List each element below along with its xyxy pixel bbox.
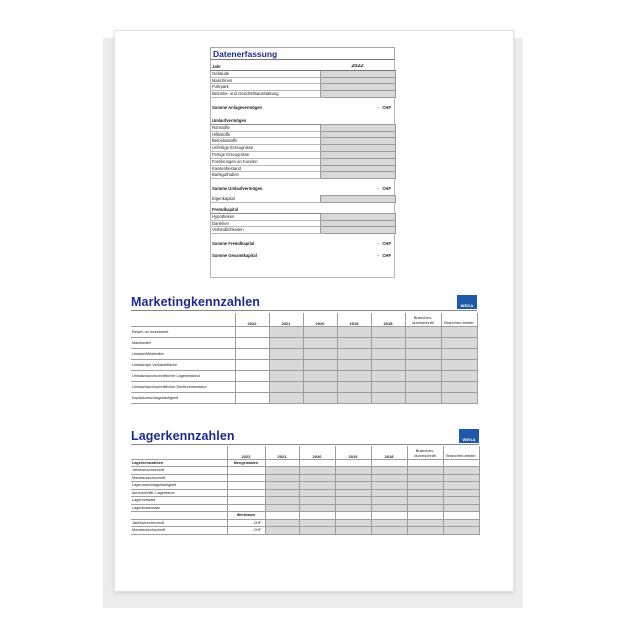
- col-header: 2019: [335, 446, 371, 459]
- field-label: Gebäude: [210, 70, 320, 77]
- col-header: Branchen-durchschnitt: [405, 313, 441, 326]
- field-label: Bankguthaben: [210, 172, 320, 179]
- input-cell[interactable]: [320, 220, 395, 227]
- year-value: 2022: [320, 64, 395, 70]
- field-label: Rohstoffe: [210, 124, 320, 131]
- input-cell[interactable]: [320, 70, 395, 77]
- fremd-title: Fremdkapital: [210, 207, 320, 213]
- summe-fremd-value: - CHF: [377, 241, 391, 247]
- wertdaten-label: Wertdaten: [227, 512, 265, 520]
- section-label: Lagerkennzahlen: [131, 459, 227, 467]
- marketing-title: Marketingkennzahlen: [131, 295, 261, 309]
- input-cell[interactable]: [320, 145, 395, 152]
- row-label: Return on Investment: [131, 326, 235, 337]
- col-header: 2021: [265, 446, 299, 459]
- summe-umlauf-value: - CHF: [377, 186, 391, 192]
- col-header: 2021: [269, 313, 303, 326]
- field-label: Fuhrpark: [210, 84, 320, 91]
- col-header: 2020: [299, 446, 335, 459]
- col-header: Branchen-bester: [441, 313, 477, 326]
- col-header: 2018: [371, 446, 407, 459]
- summe-fremd-label: Summe Fremdkapital: [212, 241, 255, 247]
- lager-table: [131, 446, 480, 535]
- datenerfassung-title: Datenerfassung: [210, 47, 395, 60]
- row-label: Jahresdurchschnitt: [131, 467, 227, 475]
- summe-anlage-label: Summe Anlagevermögen: [212, 104, 263, 110]
- input-cell[interactable]: [320, 138, 395, 145]
- col-header: 2019: [337, 313, 371, 326]
- mengendaten-label: Mengendaten: [227, 459, 265, 467]
- col-header: Branchen-durchschnitt: [407, 446, 443, 459]
- row-label: durchschnittl. Lagerdauer: [131, 489, 227, 497]
- eigenkapital-label: Eigenkapital: [210, 196, 320, 203]
- document-page: [114, 30, 514, 592]
- field-label: Darlehen: [210, 220, 320, 227]
- row-label: Umsatz/Mitarbeiter: [131, 348, 235, 359]
- input-cell[interactable]: [320, 227, 395, 234]
- input-cell[interactable]: [320, 158, 395, 165]
- row-label: Umsatz/durchschnittlicher Lagerbestand: [131, 370, 235, 381]
- field-label: Betriebs- und Geschäftsausstattung: [210, 91, 320, 98]
- input-cell[interactable]: [320, 77, 395, 84]
- input-cell[interactable]: [320, 84, 395, 91]
- field-label: Maschinen: [210, 77, 320, 84]
- weka-logo: WEKA: [457, 295, 477, 309]
- field-label: Fertige Erzeugnisse: [210, 151, 320, 158]
- field-label: Forderungen an Kunden: [210, 158, 320, 165]
- datenerfassung-table: [210, 64, 396, 262]
- umlauf-title: Umlaufvermögen: [210, 118, 320, 124]
- col-header: 2022: [227, 446, 265, 459]
- input-cell[interactable]: [320, 124, 395, 131]
- row-label: Lagerzinssatz: [131, 497, 227, 505]
- marketing-rule: [131, 310, 477, 311]
- row-label: Monatsdurchschnitt: [131, 527, 227, 535]
- summe-anlage-value: - CHF: [377, 104, 391, 110]
- wert-value: - CHF: [227, 519, 265, 527]
- input-cell[interactable]: [320, 151, 395, 158]
- field-label: Unfertige Erzeugnisse: [210, 145, 320, 152]
- summe-gesamt-label: Summe Gesamtkapital: [212, 253, 257, 259]
- field-label: Hilfsstoffe: [210, 131, 320, 138]
- row-label: Monatsdurchschnitt: [131, 474, 227, 482]
- input-cell[interactable]: [320, 196, 395, 203]
- year-label: Jahr: [210, 64, 320, 70]
- row-label: Lagerumschlagshäufigkeit: [131, 482, 227, 490]
- field-label: Hypotheken: [210, 213, 320, 220]
- row-label: Umsatz/durchschnittlicher Debitorenbestand: [131, 381, 235, 392]
- col-header: Branchen-bester: [443, 446, 479, 459]
- field-label: Verbindlichkeiten: [210, 227, 320, 234]
- row-label: Umsatz/qm Verkaufsfläche: [131, 359, 235, 370]
- weka-logo: WEKA: [459, 429, 479, 443]
- row-label: Kapitalumschlagshäufigkeit: [131, 392, 235, 403]
- input-cell[interactable]: [320, 91, 395, 98]
- input-cell[interactable]: [320, 165, 395, 172]
- lager-title: Lagerkennzahlen: [131, 429, 235, 443]
- input-cell[interactable]: [320, 131, 395, 138]
- col-header: 2020: [303, 313, 337, 326]
- row-label: Lagerkostensatz: [131, 504, 227, 512]
- col-header: 2018: [371, 313, 405, 326]
- row-label: Marktanteil: [131, 337, 235, 348]
- marketing-table: [131, 313, 478, 404]
- summe-gesamt-value: - CHF: [377, 253, 391, 259]
- field-label: Betriebsstoffe: [210, 138, 320, 145]
- col-header: 2022: [235, 313, 269, 326]
- field-label: Kassenbestand: [210, 165, 320, 172]
- input-cell[interactable]: [320, 172, 395, 179]
- input-cell[interactable]: [320, 213, 395, 220]
- wert-value: - CHF: [227, 527, 265, 535]
- summe-umlauf-label: Summe Umlaufvermögen: [212, 186, 263, 192]
- lager-rule: [131, 444, 479, 445]
- row-label: Jahresdurchschnitt: [131, 519, 227, 527]
